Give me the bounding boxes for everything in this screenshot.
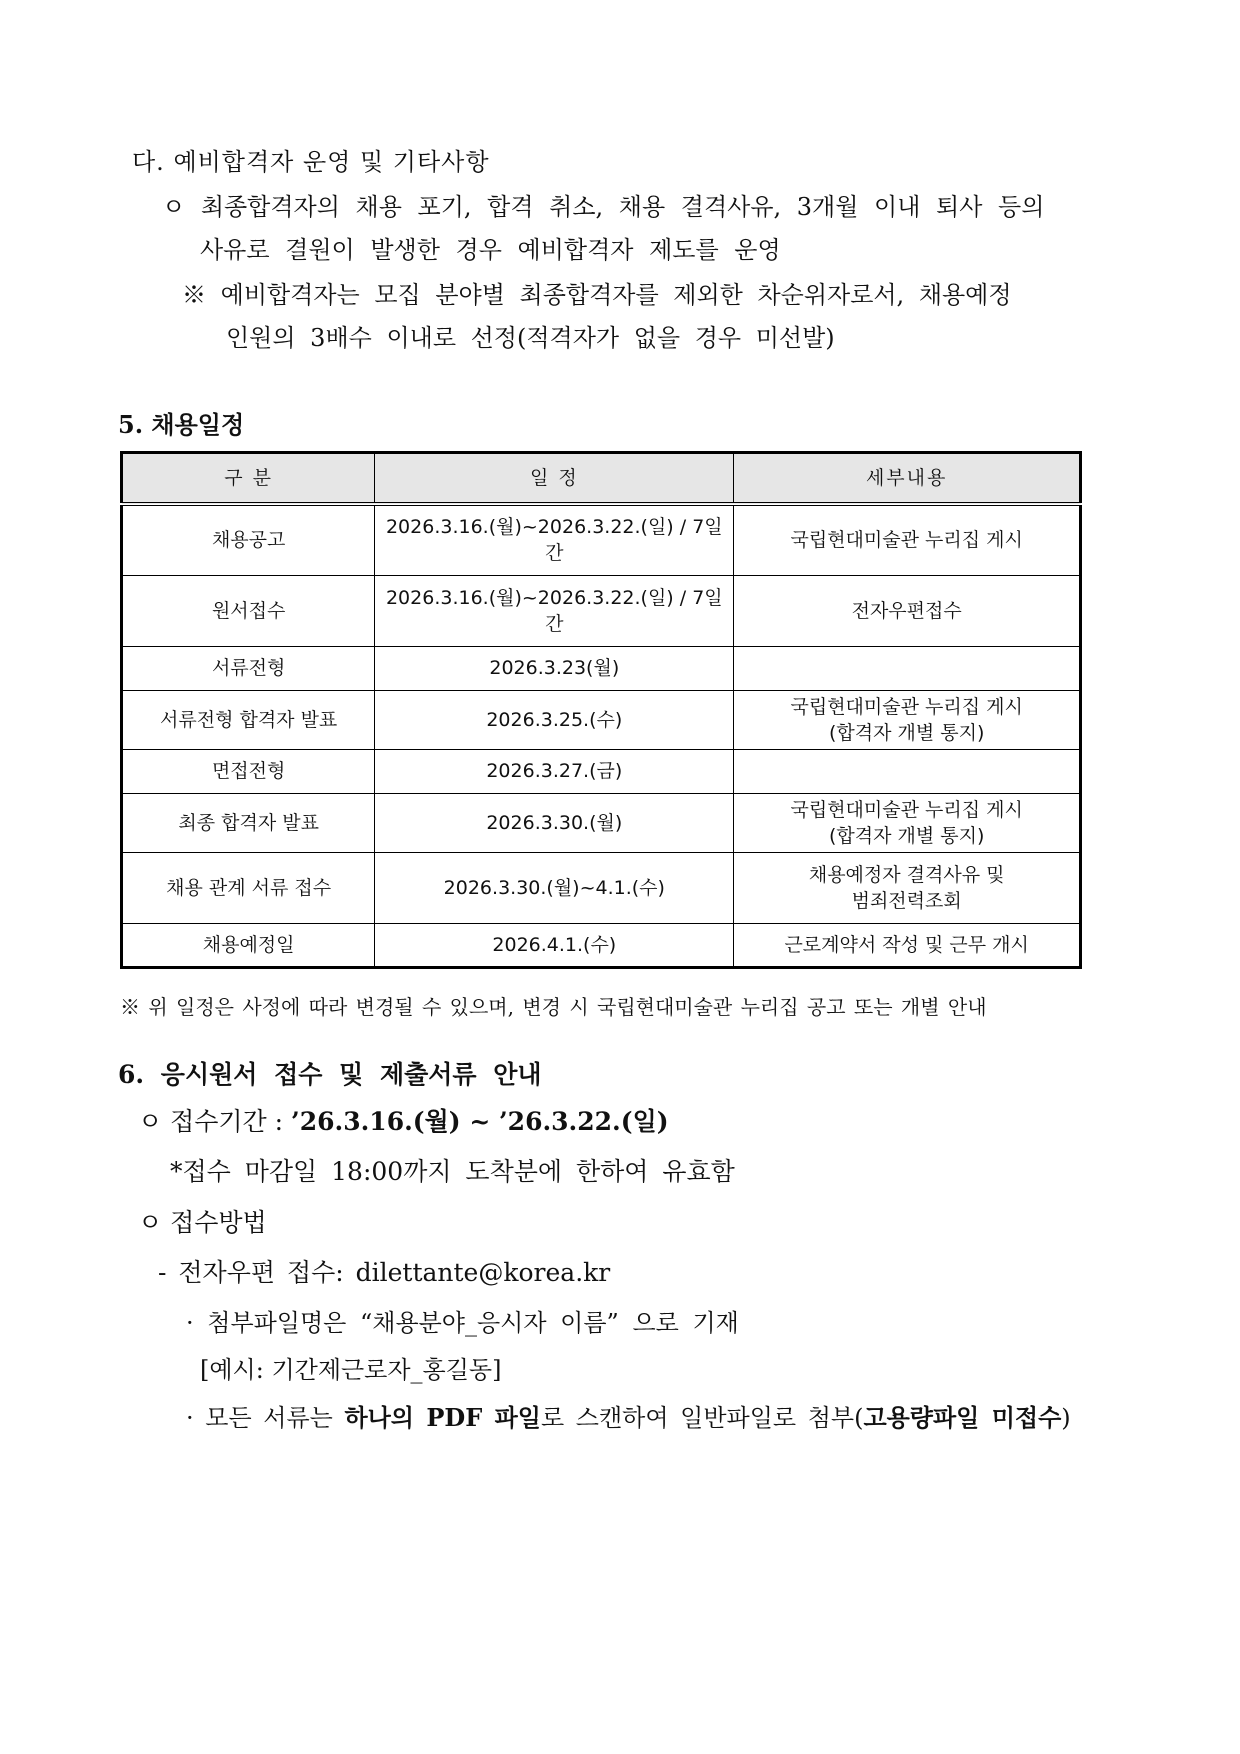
row-schedule: 2026.3.25.(수) [375,690,734,749]
row-detail-line1: 국립현대미술관 누리집 게시 [790,798,1023,821]
table-row [122,646,1081,690]
row-detail [734,646,1081,690]
table-row [122,749,1081,793]
row-category: 채용예정일 [122,923,375,967]
row-category: 채용공고 [122,504,375,575]
table-row [122,690,1081,749]
row-schedule: 2026.3.16.(월)~2026.3.22.(일) / 7일간 [375,575,734,646]
item1-line2: 사유로 결원이 발생한 경우 예비합격자 제도를 운영 [200,236,781,264]
row-schedule: 2026.3.23(월) [375,646,734,690]
row-detail-line1: 전자우편접수 [851,599,962,622]
row-category: 서류전형 [122,646,375,690]
section5-title: 5. 채용일정 [118,410,245,439]
table-row [122,852,1081,923]
row-detail-line2: (합격자 개별 통지) [828,721,985,744]
deadline-note: *접수 마감일 18:00까지 도착분에 한하여 유효함 [170,1157,735,1186]
row-category: 면접전형 [122,749,375,793]
table-row [122,504,1081,575]
alldocs-bold-size: 고용량파일 미접수 [863,1403,1062,1432]
row-schedule: 2026.3.16.(월)~2026.3.22.(일) / 7일간 [375,504,734,575]
table-header-row [122,453,1081,505]
row-category: 원서접수 [122,575,375,646]
row-detail-line1: 국립현대미술관 누리집 게시 [790,529,1023,552]
period-dates: ’26.3.16.(월) ~ ’26.3.22.(일) [291,1107,669,1136]
row-category: 채용 관계 서류 접수 [122,852,375,923]
alldocs-post: ) [1061,1404,1071,1432]
row-category: 최종 합격자 발표 [122,793,375,852]
alldocs-pre: · 모든 서류는 [186,1404,345,1432]
row-detail-line1: 국립현대미술관 누리집 게시 [790,695,1023,718]
row-schedule: 2026.3.30.(월) [375,793,734,852]
attachment-name-rule: · 첨부파일명은 “채용분야_응시자 이름” 으로 기재 [186,1309,739,1337]
header-category: 구 분 [122,453,375,505]
reserve-note-line2: 인원의 3배수 이내로 선정(적격자가 없을 경우 미선발) [226,324,835,352]
header-schedule: 일 정 [375,453,734,505]
row-detail [734,504,1081,575]
row-detail [734,575,1081,646]
schedule-note: ※ 위 일정은 사정에 따라 변경될 수 있으며, 변경 시 국립현대미술관 누리집 공고 또는 개별 안내 [120,995,987,1019]
row-detail [734,690,1081,749]
table-row [122,923,1081,967]
row-category: 서류전형 합격자 발표 [122,690,375,749]
item1-line1: ㅇ 최종합격자의 채용 포기, 합격 취소, 채용 결격사유, 3개월 이내 퇴사 등의 [162,193,1045,221]
section-d-title: 다. 예비합격자 운영 및 기타사항 [132,148,490,176]
schedule-table [120,451,1082,969]
application-period [138,1102,669,1138]
table-row [122,575,1081,646]
method-heading: ㅇ 접수방법 [138,1208,267,1237]
row-detail-line1: 근로계약서 작성 및 근무 개시 [784,933,1029,956]
row-detail-line2: (합격자 개별 통지) [828,824,985,847]
alldocs-bold-pdf: 하나의 PDF 파일 [344,1403,541,1432]
header-detail: 세부내용 [734,453,1081,505]
row-detail [734,923,1081,967]
row-schedule: 2026.3.27.(금) [375,749,734,793]
row-schedule: 2026.4.1.(수) [375,923,734,967]
row-schedule: 2026.3.30.(월)~4.1.(수) [375,852,734,923]
row-detail [734,793,1081,852]
alldocs-mid: 로 스캔하여 일반파일로 첨부( [540,1404,864,1432]
attachment-example: [예시: 기간제근로자_홍길동] [200,1356,502,1384]
all-documents-rule [186,1398,1071,1433]
row-detail [734,749,1081,793]
email-submission: - 전자우편 접수: dilettante@korea.kr [158,1258,611,1287]
period-label: ㅇ 접수기간 : [138,1107,292,1136]
row-detail-line1: 채용예정자 결격사유 및 [808,863,1005,886]
row-detail [734,852,1081,923]
row-detail-line2: 범죄전력조회 [851,889,962,912]
reserve-note-line1: ※ 예비합격자는 모집 분야별 최종합격자를 제외한 차순위자로서, 채용예정 [182,281,1012,309]
table-row [122,793,1081,852]
section6-title: 6. 응시원서 접수 및 제출서류 안내 [118,1060,542,1089]
